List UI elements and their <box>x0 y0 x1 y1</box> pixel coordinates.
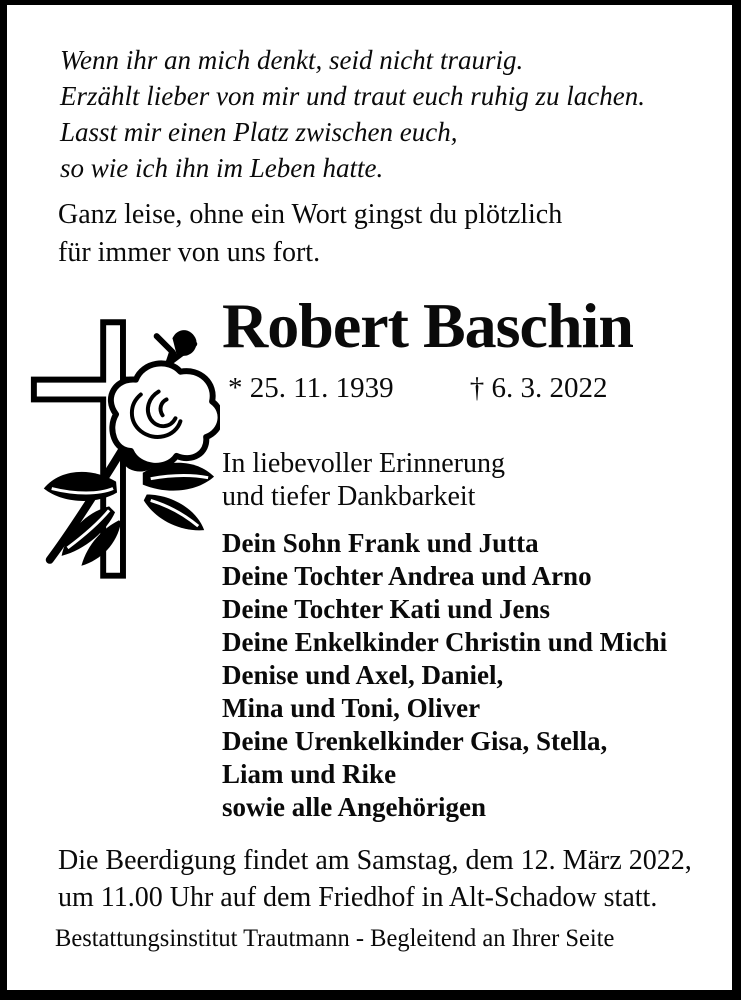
mourners-line: Mina und Toni, Oliver <box>222 693 481 723</box>
mourners-line: Deine Urenkelkinder Gisa, Stella, <box>222 726 608 756</box>
poem-line: so wie ich ihn im Leben hatte. <box>60 153 384 183</box>
mourners-line: Liam und Rike <box>222 759 397 789</box>
mourners-line: sowie alle Angehörigen <box>222 792 486 822</box>
poem-line: Wenn ihr an mich denkt, seid nicht traurig. <box>60 45 524 75</box>
memorial-line: und tiefer Dankbarkeit <box>222 481 476 512</box>
cross-rose-illustration <box>22 298 220 590</box>
poem-block <box>60 42 645 186</box>
funeral-info-line: um 11.00 Uhr auf dem Friedhof in Alt-Schadow statt. <box>58 882 658 913</box>
farewell-block <box>58 196 562 272</box>
birth-date: * 25. 11. 1939 <box>228 372 394 404</box>
poem-line: Lasst mir einen Platz zwischen euch, <box>60 117 458 147</box>
memorial-line: In liebevoller Erinnerung <box>222 448 506 479</box>
farewell-line: Ganz leise, ohne ein Wort gingst du plötzlich <box>58 199 563 230</box>
mourners-line: Deine Tochter Kati und Jens <box>222 594 551 624</box>
poem-line: Erzählt lieber von mir und traut euch ruhig zu lachen. <box>60 81 645 111</box>
funeral-info-line: Die Beerdigung findet am Samstag, dem 12. März 2022, <box>58 845 692 876</box>
memorial-block <box>222 447 505 513</box>
life-dates <box>228 372 607 405</box>
mourners-block <box>222 527 667 824</box>
undertaker-line: Bestattungsinstitut Trautmann - Begleitend an Ihrer Seite <box>55 925 615 952</box>
funeral-info-block <box>58 842 692 916</box>
mourners-line: Deine Enkelkinder Christin und Michi <box>222 627 668 657</box>
mourners-line: Denise und Axel, Daniel, <box>222 660 504 690</box>
mourners-line: Dein Sohn Frank und Jutta <box>222 528 539 558</box>
rose-icon <box>44 330 220 566</box>
farewell-line: für immer von uns fort. <box>58 237 321 268</box>
death-date: † 6. 3. 2022 <box>469 372 608 404</box>
mourners-line: Deine Tochter Andrea und Arno <box>222 561 592 591</box>
deceased-name: Robert Baschin <box>222 290 633 361</box>
